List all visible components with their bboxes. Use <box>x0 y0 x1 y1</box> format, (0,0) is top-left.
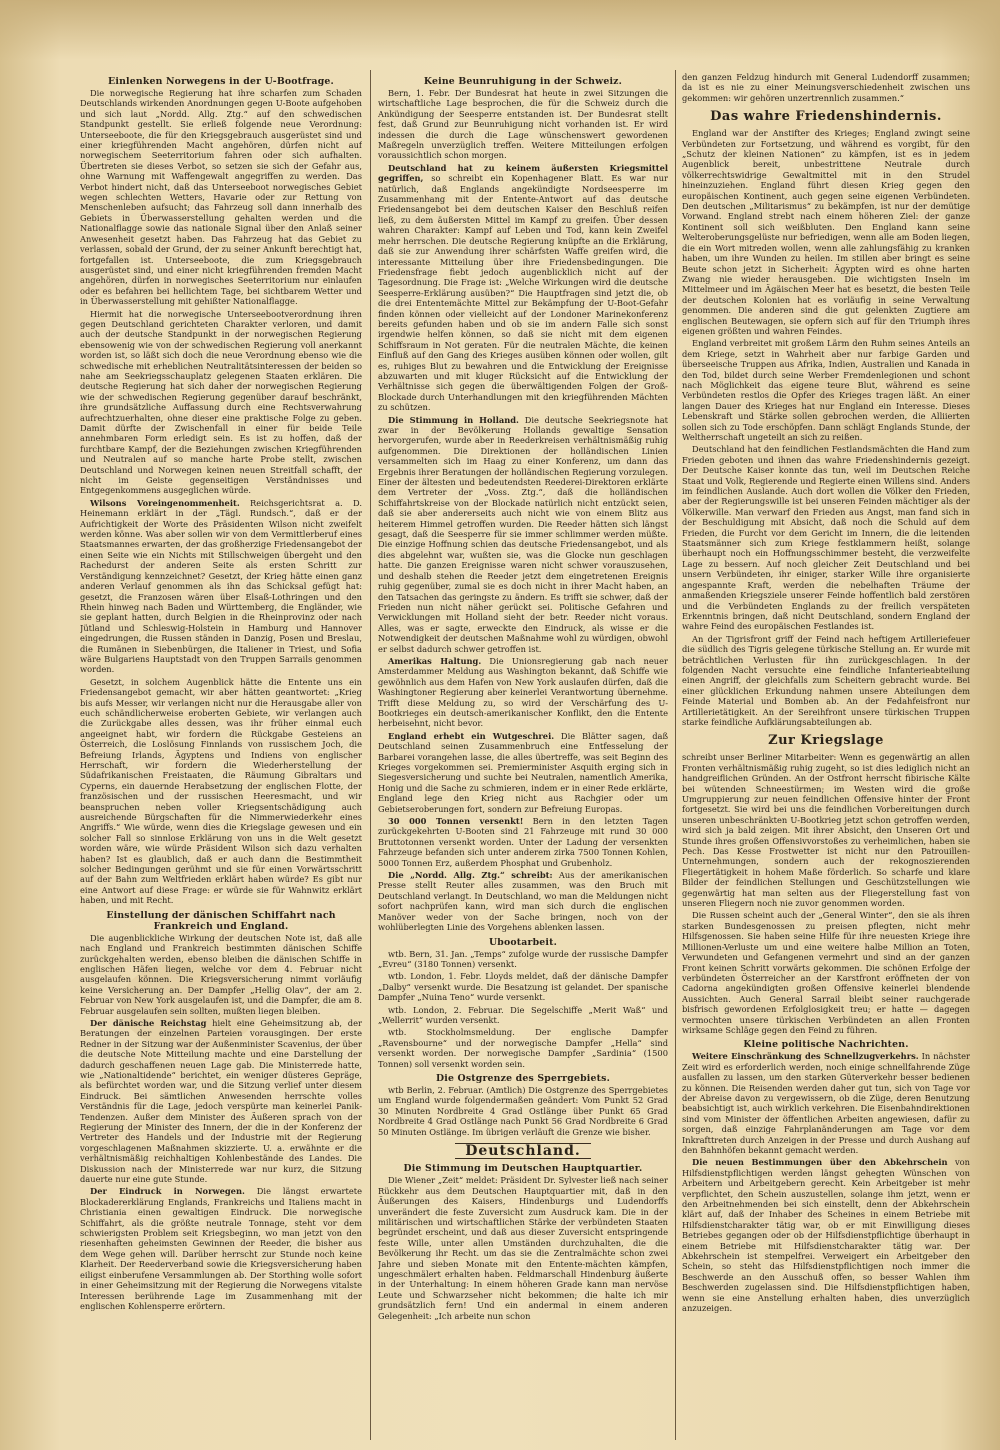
article-headline: Kleine politische Nachrichten. <box>743 1039 909 1051</box>
paragraph-text: Die augenblickliche Wirkung der deutschen Note ist, daß alle nach England und Frankreich bestimmten dänischen Schiffe zurückgehalten werden, ebenso bleiben die dänischen Schiffe in englischen Häfen liegen, welche vor dem 4. Februar nicht ausgelaufen können. Die Kriegsversicherung nimmt vorläufig keine Versicherung an. Der Dampfer „Hellig Olav“, der am 2. Februar von New York ausgelaufen ist, und die Dampfer, die am 8. Februar ausgelaufen sein sollten, mußten liegen bleiben. <box>80 932 362 1016</box>
page-edge-shadow <box>0 0 1000 60</box>
paragraph-lead: Deutschland hat zu keinem äußersten Kriegsmittel gegriffen, <box>378 162 668 184</box>
paragraph-lead: Amerikas Haltung. <box>388 655 482 666</box>
paragraph-text: An der Tigrisfront griff der Feind nach heftigem Artilleriefeuer die südlich des Tigris gelegene türkische Stellung an. Er wurde mit beträchtlichen Verlusten für ihn zurückgeschlagen. In der folgenden Nacht versuchte eine feindliche Infanterieabteilung einen Angriff, der gleichfalls zum Scheitern gebracht wurde. Bei einer glücklichen Erkundung nahmen unsere Abteilungen dem Feinde Material und Bomben ab. An der Fedahfeisfront nur Artillerietätigkeit. An der Sereihfront unsere türkischen Truppen starke feindliche Aufklärungsabteilungen ab. <box>682 633 970 727</box>
paragraph-text: so schreibt ein Kopenhagener Blatt. Es war nur natürlich, daß Englands angekündigte Nordseesperre im Zusammenhang mit der Entente-Antwort auf das deutsche Friedensangebot bei dem deutschen Kaiser den Beschluß reifen ließ, zu dem äußersten Mittel im Kampf zu greifen. Über dessen wahren Charakter: Kampf auf Leben und Tod, kann kein Zweifel mehr herrschen. Die deutsche Regierung knüpfte an die Erklärung, daß sie zur Anwendung ihrer schärfsten Waffe greifen wird, die interessante Mitteilung über ihre Friedensbedingungen. Die Friedensfrage fiebt jedoch augenblicklich nicht auf der Tagesordnung. Die Frage ist: „Welche Wirkungen wird die deutsche Seesperre-Erklärung ausüben?“ Die Hauptfragen sind jetzt die, ob die drei Ententemächte Mittel zur Bekämpfung der U-Boot-Gefahr finden können oder vielleicht auf der Londoner Marinekonferenz bereits gefunden haben und ob sie im andern Falle sich sonst irgendwie helfen können, so daß sie nicht mit dem eigenen Schiffsraum in Not geraten. Für die neutralen Mächte, die keinen Einfluß auf den Gang des Krieges ausüben können oder wollen, gilt es, ruhiges Blut zu bewahren und die Entwicklung der Ereignisse abzuwarten und mit kluger Rücksicht auf die Entwicklung der Verhältnisse sich gegen die überwältigenden Folgen der Groß-Blockade durch Unterhandlungen mit den kriegführenden Mächten zu schützen. <box>378 173 668 413</box>
paragraph-text: Die Unionsregierung gab nach neuer Amsterdammer Meldung aus Washington bekannt, daß Schiffe wie gewöhnlich aus dem Hafen von New York auslaufen dürfen, daß die Washingtoner Regierung aber keinerlei Verantwortung übernehme. Trifft diese Meldung zu, so wird der Verschärfung des U-Bootkrieges ein deutsch-amerikanischer Konflikt, den die Entente herbeisehnt, nicht bevor. <box>378 655 668 729</box>
article-headline: Keine Beunruhigung in der Schweiz. <box>423 76 623 87</box>
column-rule <box>370 70 371 1440</box>
paragraph-text: den ganzen Feldzug hindurch mit General Ludendorff zusammen; da ist es nie zu einer Meinungsverschiedenheit zwischen uns gekommen: wir gehören unzertrennlich zusammen.“ <box>682 72 970 103</box>
article-headline: Einlenken Norwegens in der U-Bootfrage. <box>108 76 334 87</box>
article-paragraph <box>378 971 668 1002</box>
article-paragraph <box>80 88 362 307</box>
article-headline: Einstellung der dänischen Schiffahrt nach Frankreich und England. <box>106 909 336 932</box>
paragraph-text: Die Russen scheint auch der „General Winter“, den sie als ihren starken Bundesgenossen zu preisen pflegten, nicht mehr Hilfsgenossen. Sie haben seine Hilfe für ihre neuesten Kriege ihre Millionen-Verluste um und eine weitere halbe Million an Toten, Verwundeten und Gefangenen vermehrt und sind an der ganzen Front keinen Schritt vorwärts gekommen. Die schönen Erfolge der verbündeten Österreicher an der Karstfront eröffneten der von Cadorna angekündigten großen Offensive keinerlei blendende Aussichten. Auch General Sarrail bleibt seiner rauchgerade bisfrisch gewordenen Erfolglosigkeit treu; er hatte — dagegen vermochten unsere türkischen Verbündeten an allen Fronten wirksame Schläge gegen den Feind zu führen. <box>682 910 970 1035</box>
paragraph-text: wtb Berlin, 2. Februar. (Amtlich) Die Ostgrenze des Sperrgebietes um England wurde folgendermaßen geändert: Vom Punkt 52 Grad 30 Minuten Nordbreite 4 Grad Ostlänge über Punkt 65 Grad Nordbreite 4 Grad Ostlänge nach Punkt 56 Grad Nordbreite 6 Grad 50 Minuten Ostlänge. Im übrigen verläuft die Grenze wie bisher. <box>378 1084 668 1137</box>
paragraph-text: In nächster Zeit wird es erforderlich werden, noch einige schnellfahrende Züge ausfallen zu lassen, um den starken Güterverkehr besser bedienen zu können. Die Reisenden werden daher gut tun, sich von Tage vor der Abreise davon zu vergewissern, ob die Züge, deren Benutzung beabsichtigt ist, auch wirklich verkehren. Die Eisenbahndirektionen sind vom Minister der öffentlichen Arbeiten angewiesen, dafür zu sorgen, daß einzige Fahrplanänderungen am Tage vor dem Inkrafttreten durch Anzeigen in der Presse und durch Aushang auf den Bahnhöfen bekannt gemacht werden. <box>682 1051 970 1155</box>
article-paragraph <box>682 1157 970 1313</box>
article-headline: Die Ostgrenze des Sperrgebiets. <box>435 1072 611 1084</box>
article-paragraph <box>682 72 970 103</box>
article-paragraph <box>80 309 362 496</box>
paragraph-text: Die norwegische Regierung hat ihre scharfen zum Schaden Deutschlands wirkenden Anordnungen gegen U-Boote aufgehoben und sich laut „Nordd. Allg. Ztg.“ auf den schwedischen Standpunkt gestellt. Sie erließ folgende neue Verordnung: Unterseeboote, die für den Kriegsgebrauch ausgerüstet sind und einer kriegführenden Macht angehören, dürfen nicht auf norwegischem Seeterritorium fahren oder sich aufhalten. Übertreten sie dieses Verbot, so setzen sie sich der Gefahr aus, ohne Warnung mit Waffengewalt angegriffen zu werden. Das Verbot hindert nicht, daß das Unterseeboot norwegisches Gebiet wegen schlechten Wetters, Havarie oder zur Rettung von Menschenleben aufsucht; das Fahrzeug soll dann innerhalb des Gebiets in Überwasserstellung gehalten werden und die Nationalflagge sowie das nationale Signal über den Anlaß seiner Anwesenheit gesetzt haben. Das Fahrzeug hat das Gebiet zu verlassen, sobald der Grund, der zu seiner Ankunft berechtigt hat, fortgefallen ist. Unterseeboote, die zum Kriegsgebrauch ausgerüstet sind, und einer nicht kriegführenden fremden Macht angehören, dürfen in norwegisches Seeterritorium nur einlaufen oder es befahren bei hellichtem Tage, bei sichtbarem Wetter und in Überwasserstellung mit gehißter Nationalflagge. <box>80 88 362 307</box>
column-rule <box>675 70 676 1440</box>
article-paragraph <box>378 656 668 729</box>
article-paragraph <box>378 949 668 970</box>
paragraph-lead: Die Stimmung in Holland. <box>388 414 519 425</box>
article-paragraph <box>682 338 970 442</box>
article-paragraph <box>378 163 668 413</box>
paragraph-text: England verbreitet mit großem Lärm den Ruhm seines Anteils an dem Kriege, setzt in Wahrheit aber nur farbige Garden und überseeische Truppen aus Afrika, Indien, Australien und Kanada in den Tod, bildet durch seine Werber Fremdenlegionen und schont nach Möglichkeit das eigene teure Blut, während es seine Verbündeten restlos die Opfer des Krieges tragen läßt. An einer langen Dauer des Krieges hat nur England ein Interesse. Dieses Lebenskraft und Stärke sollen gebrochen werden, die Alliierten sollen sich zu Tode erschöpfen. Dann schlägt Englands Stunde, der Weltherrschaft ungeteilt an sich zu reißen. <box>682 338 970 442</box>
paragraph-text: hielt eine Geheimsitzung ab, der Beratungen der einzelnen Parteien vorausgingen. Der erste Redner in der Sitzung war der Außenminister Scavenius, der über die deutsche Note Mitteilung machte und eine Darstellung der dadurch geschaffenen neuen Lage gab. Die Ministerrede hatte, wie „Nationaltidende“ berichtet, ein weniger düsteres Gepräge, als befürchtet worden war, und die Sitzung verlief unter diesem Eindruck. Bei sämtlichen Anwesenden herrschte volles Verständnis für die Lage, jedoch verspürte man keinerlei Panik-Tendenzen. Außer dem Minister des Äußeren sprach von der Regierung der Minister des Innern, der die in der Konferenz der Vertreter des Handels und der Industrie mit der Regierung vorgeschlagenen Maßnahmen skizzierte. U. a. erwähnte er die verhältnismäßig reichhaltigen Kohlenbestände des Landes. Die Diskussion nach der Ministerrede war nur kurz, die Sitzung dauerte nur eine gute Stunde. <box>80 1017 362 1185</box>
paragraph-text: wtb. London, 2. Februar. Die Segelschiffe „Merit Waß“ und „Wellerrit“ wurden versenkt. <box>378 1004 668 1025</box>
article-paragraph <box>378 88 668 161</box>
paragraph-text: schreibt unser Berliner Mitarbeiter: Wenn es gegenwärtig an allen Fronten verhältnismäßig ruhig zugeht, so ist dies lediglich nicht an handgreiflichen Gründen. An der Ostfront herrscht fibirische Kälte bei wütenden Schneestürmen; im Westen wird die große Umgruppierung zur neuen feindlichen Offensive hinter der Front fortgesetzt. Sie wird bei uns die feindlichen Vorbereitungen durch unseren unbeschränkten U-Bootkrieg jetzt schon getroffen werden, wird sich ja bald zeigen. Mit ihrer Absicht, den Unseren Ort und Stunde ihres großen Offensivvorstoßes zu verheimlichen, haben sie Pech. Das Kesse Frostwetter ist nicht nur den Patrouillen-Unternehmungen, sondern auch der rekognoszierenden Fliegertätigkeit in hohem Maße förderlich. So scharfe und klare Bilder der feindlichen Stellungen und Geschützstellungen wie gegenwärtig hat man selten aus der Fliegerstellung fast von unseren Fliegern noch nie zuvor genommen worden. <box>682 752 970 909</box>
paragraph-text: Reichsgerichtsrat a. D. Heinemann erklärt in der „Tägl. Rundsch.“, daß er der Aufrichtigkeit der Worte des Präsidenten Wilson nicht zweifelt werden könne. Was aber sollen wir von dem Vermittlerberuf eines Staatsmannes erwarten, der das großherzige Friedensangebot der einen Seite wie ein Nichts mit Stillschweigen übergeht und den Rachedurst der anderen Seite als ersten Schritt zur Verständigung kennzeichnet? Gesetzt, der Krieg hätte einen ganz anderen Verlauf genommen als ihn das Schicksal gefügt hat: gesetzt, die Franzosen wären über Elsaß-Lothringen und den Rhein hinweg nach Baden und Württemberg, die Engländer, wie sie geplant hatten, durch Belgien in die Rheinprovinz oder nach Jütland und Schleswig-Holstein in Hamburg und Hannover eingedrungen, die Russen ständen in Danzig, Posen und Breslau, die Rumänen in Siebenbürgen, die Italiener in Triest, und Sofia wäre Bulgariens Hauptstadt von den Truppen Sarrails genommen worden. <box>80 497 362 675</box>
article-paragraph <box>682 128 970 336</box>
column-2 <box>378 72 668 1432</box>
paragraph-text: Hiermit hat die norwegische Unterseebootverordnung ihren gegen Deutschland gerichteten Charakter verloren, und damit auch der deutsche Standpunkt in der norwegischen Regierung ebensowenig wie von der schwedischen Regierung voll anerkannt worden ist, so läßt sich doch die neue Verordnung ebenso wie die schwedische mit erheblichen Neutralitätsinteressen der beiden so nahe am Seekriegsschauplatz gelegenen Staaten erklären. Die deutsche Regierung hat sich daher der norwegischen Regierung wie der schwedischen Regierung gegenüber darauf beschränkt, ihre grundsätzliche Auffassung durch eine Rechtsverwahrung aufrechtzuerhalten, ohne dieser eine praktische Folge zu geben. Damit dürfte der Zwischenfall in einer für beide Teile annehmbaren Form erledigt sein. Es ist zu hoffen, daß der furchtbare Kampf, der die Beziehungen zwischen Kriegführenden und Neutralen auf so manche harte Probe stellt, zwischen Deutschland und Norwegen keinen neuen Streitfall schafft, der nicht im Geiste gegenseitigen Verständnisses und Entgegenkommens ausgeglichen würde. <box>80 308 362 496</box>
paragraph-text: Die deutsche Seekriegsnote hat zwar in der Bevölkerung Hollands gewaltige Sensation hervorgerufen, wurde aber in Reederkreisen verhältnismäßig ruhig aufgenommen. Die Direktionen der holländischen Linien versammelten sich im Haag zu einer Konferenz, um dann das Ergebnis ihrer Beratungen der holländischen Regierung vorzulegen. Einer der ältesten und bedeutendsten Reederei-Direktoren erklärte dem Vertreter der „Voss. Ztg.“, daß die holländischen Schiffahrtskreise von der Blockade natürlich nicht entzückt seien, daß sie aber andererseits auch nicht wie von einem Blitz aus heiterem Himmel getroffen wurden. Die Reeder hätten sich längst gesagt, daß die Seesperre für sie immer schlimmer werden müßte. Die einzige Hoffnung schien das deutsche Friedensangebot, und als dies abgelehnt war, wußten sie, was die Glocke nun geschlagen hatte. Die ganzen Ereignisse waren nicht schwer vorauszusehen, und deshalb stehen die Reeder jetzt dem eingetretenen Ereignis ruhig gegenüber, zumal sie es doch nicht in ihrer Macht haben, an den Tatsachen das geringste zu ändern. Es trifft sie schwer, daß der Frieden nun nicht näher gerückt sei. Politische Gefahren und Verwicklungen mit Holland sieht der betr. Reeder nicht voraus. Alles, was er sagte, erweckte den Eindruck, als wisse er die Notwendigkeit der deutschen Maßnahme wohl zu würdigen, obwohl er selbst dadurch schwer getroffen ist. <box>378 414 668 654</box>
article-paragraph <box>80 498 362 675</box>
paragraph-text: Bern, 1. Febr. Der Bundesrat hat heute in zwei Sitzungen die wirtschaftliche Lage besprochen, die für die Schweiz durch die Ankündigung der Seesperre entstanden ist. Der Bundesrat stellt fest, daß Grund zur Beunruhigung nicht vorhanden ist. Er wird indessen die durch die Lage wünschenswert gewordenen Maßregeln unverzüglich treffen. Weitere Mitteilungen erfolgen voraussichtlich schon morgen. <box>378 88 668 161</box>
article-paragraph <box>682 634 970 728</box>
column-3 <box>682 72 970 1432</box>
paragraph-text: Deutschland hat den feindlichen Festlandsmächten die Hand zum Frieden geboten und ihnen das wahre Friedenshindernis gezeigt. Der Deutsche Kaiser konnte das tun, weil im Deutschen Reiche Staat und Volk, Regierende und Regierte einen Willens sind. Anders im feindlichen Auslande. Auch dort wollen die Völker den Frieden, aber der Regierungswille ist bei unseren Feinden mächtiger als der Völkerwille. Man verwarf den Frieden aus Angst, man fand sich in der Beschuldigung mit Absicht, daß noch die Schuld auf dem Frieden, die Furcht vor dem Gericht im Innern, die die leitenden Staatsmänner sich zum Kriege festklammern heißt, solange überhaupt noch ein Hoffnungsschimmer besteht, die verzweifelte Lage zu bessern. Auf noch gleicher Zeit Deutschland und bei unsern Verbündeten, ihr einiger, starker Wille ihre organisierte angespannte Kraft, werden die nebelhaften Träume der anmaßenden Kriegsziele unserer Feinde hoffentlich bald zerstören und die Verbündeten Englands zu der freilich verspäteten Erkenntnis bringen, daß nicht Deutschland, sondern England der wahre Feind des europäischen Festlandes ist. <box>682 444 970 632</box>
article-paragraph <box>378 1005 668 1026</box>
article-headline: Die Stimmung im Deutschen Hauptquartier. <box>403 1163 643 1175</box>
article-paragraph <box>682 910 970 1035</box>
article-paragraph <box>80 1018 362 1185</box>
article-paragraph <box>378 816 668 868</box>
paragraph-text: wtb. Bern, 31. Jan. „Temps“ zufolge wurde der russische Dampfer „Evreu“ (3180 Tonnen) versenkt. <box>378 948 668 969</box>
paragraph-lead: 30 000 Tonnen versenkt! <box>388 816 524 827</box>
paragraph-text: England war der Anstifter des Krieges; England zwingt seine Verbündeten zur Fortsetzung, und während es vorgibt, für den „Schutz der kleinen Nationen“ zu kämpfen, ist es in jedem Augenblick bereit, unbestrittene Neutrale durch völkerrechtswidrige Gewaltmittel mit in den Strudel hineinzuziehen. England führt diesen Krieg gegen den europäischen Kontinent, auch gegen seine eigenen Verbündeten. Den deutschen „Militarismus“ zu bekämpfen, ist nur der demütige Vorwand. England strebt nach einem höheren Ziel: der ganze Kontinent soll sich weißbluten. Den England kann seine Welteroberungsgelüste nur befriedigen, wenn alle am Boden liegen, die ein Wort mitreden wollen, wenn alle zahlungsfähig zu kranken haben, um ihre Wunden zu heilen. Im stillen aber bringt es seine Beute schon jetzt in Sicherheit: Ägypten wird es ohne harten Zwang nie wieder herausgeben. Die wichtigsten Inseln im Mittelmeer und im Ägäischen Meer hat es besetzt, die besten Teile der deutschen Kolonien hat es vorläufig in seine Verwaltung genommen. Die anderen sind die gut gelenkten Zugtiere am englischen Beutewagen, sie opfern sich auf für den Triumph ihres eigenen größten und wahren Feindes. <box>682 128 970 336</box>
paragraph-lead: Weitere Einschränkung des Schnellzugverkehrs. <box>692 1051 919 1062</box>
paragraph-text: Die Wiener „Zeit“ meldet: Präsident Dr. Sylvester ließ nach seiner Rückkehr aus dem Deutschen Hauptquartier mit, daß in den Äußerungen des Kaisers, Hindenburgs und Ludendorffs unverändert die feste Zuversicht zum Ausdruck kam. Die in der militärischen und wirtschaftlichen Stärke der verbündeten Staaten begründet erscheint, und daß aus dieser Zuversicht entspringende feste Wille, unter allen Umständen durchzuhalten, die die Bevölkerung ihr Recht. um das sie die Zentralmächte schon zwei Jahre und sieben Monate mit den Entente-mächten kämpfen, ungeschmälert erhalten haben. Feldmarschall Hindenburg äußerte in der Unterhaltung: In einem höheren Grade kann man nervöse Leute und Schwarzseher nicht bekommen; die halte ich mir grundsätzlich fern! Und ein andermal in einem anderen Gelegenheit: „Ich arbeite nun schon <box>378 1175 668 1321</box>
paragraph-lead: Die „Nordd. Allg. Ztg.“ schreibt: <box>388 870 553 881</box>
paragraph-lead: England erhebt ein Wutgeschrei. <box>388 730 555 741</box>
paragraph-text: Die längst erwartete Blockadererklärung Englands, Frankreichs und Italiens macht in Christiania einen gewaltigen Eindruck. Die norwegische Schiffahrt, als die größte neutrale Tonnage, steht vor dem schwierigsten Problem seit Kriegsbeginn, wo man jetzt von den riesenhaften geheimsten Gewinnen der Reeder, die bisher aus dem Wege gehen will. Darüber herrscht zur Stunde noch keine Klarheit. Der Reederverband sowie die Kriegsversicherung haben eiligst einberufene Versammlungen ab. Der Storthing wolle sofort in einer Geheimsitzung mit der Regierung die Norwegens vitalste Interessen berührende Lage im Zusammenhang mit der englischen Kohlensperre erörtern. <box>80 1186 362 1311</box>
section-banner <box>378 1143 668 1159</box>
section-title: Zur Kriegslage <box>768 733 884 749</box>
article-paragraph <box>378 1175 668 1321</box>
paragraph-text: Bern in den letzten Tagen zurückgekehrten U-Booten sind 21 Fahrzeuge mit rund 30 000 Bruttotonnen versenkt worden. Unter der Ladung der versenkten Fahrzeuge befanden sich unter anderem zirka 7500 Tonnen Kohlen, 5000 Tonnen Erz, außerdem Phosphat und Grubenholz. <box>378 816 668 868</box>
section-title: Das wahre Friedenshindernis. <box>710 109 942 125</box>
article-paragraph <box>80 1186 362 1311</box>
paragraph-text: von Hilfsdienstpflichtigen werden längst gehegten Wünschen von Arbeitern und Arbeitgebern gerecht. Kein Arbeitgeber ist mehr verpflichtet, den Schein auszustellen, solange ihm jetzt, wenn er den Arbeitnehmenden bei sich einstellt, denn der Abkehrschein klärt auf, daß der Inhaber des Scheines in einem Betriebe mit Hilfsdienstcharakter tätig war, ob er mit Einwilligung dieses Betriebes gegangen oder ob der Hilfsdienstpflichtige überhaupt in einem Betriebe mit Hilfsdienstcharakter tätig war. Der Abkehrschein ist stempelfrei. Verweigert ein Arbeitgeber den Schein, so steht das Hilfsdienstpflichtigen noch immer die Beschwerde an den Ausschuß offen, so besser Wahlen ihm Beschwerden zugelassen sind. Die Hilfsdienstpflichtigen haben, wenn sie eine Anstellung erhalten haben, dies unverzüglich anzuzeigen. <box>682 1157 970 1314</box>
article-paragraph <box>378 1085 668 1137</box>
article-paragraph <box>682 752 970 908</box>
paragraph-text: wtb. Stockholmsmeldung. Der englische Dampfer „Ravensbourne“ und der norwegische Dampfer „Hella“ sind versenkt worden. Der norwegische Dampfer „Sardinia“ (1500 Tonnen) soll versenkt worden sein. <box>378 1027 668 1069</box>
paragraph-text: Gesetzt, in solchem Augenblick hätte die Entente uns ein Friedensangebot gemacht, wir aber hätten geantwortet: „Krieg bis aufs Messer, wir verlangen nicht nur die Herausgabe aller von euch schändlicherweise eroberten Gebiete, wir verlangen auch die Zurückgabe alles dessen, was ihr früher einmal euch angeeignet habt, wir fordern die Rückgabe Gesteiens an Österreich, die Loslösung Finnlands von russischem Joch, die Befreiung Irlands, Ägyptens und Indiens von englischer Herrschaft, wir fordern die Wiederherstellung der Südafrikanischen Freistaaten, die Räumung Gibraltars und Cyperns, ein dauernde Herabsetzung der englischen Flotte, der französischen und der russischen Heeresmacht, und wir beanspruchen neben voller Kriegsentschädigung auch ausreichende Bürgschaften für die Nimmerwiederkehr eines Angriffs.“ Wie würde, wenn dies die Kriegslage gewesen und ein solcher Fall so sinnlose Erklärung von uns in die Welt gesetzt worden wäre, wie würde Präsident Wilson sich dazu verhalten haben? Ist es glaublich, daß er auch dann die Bestimmtheit solcher Bedingungen gerühmt und sie für einen Vorwärtsschritt auf der Bahn zum Weltfrieden erklärt haben würde? Es gibt nur eine Antwort auf diese Frage: er würde sie für Wahnwitz erklärt haben, und mit Recht. <box>80 676 362 906</box>
paragraph-lead: Die neuen Bestimmungen über den Abkehrschein <box>692 1157 948 1168</box>
paragraph-lead: Der Eindruck in Norwegen. <box>90 1186 245 1197</box>
paragraph-lead: Wilsons Voreingenommenheit. <box>90 497 240 508</box>
article-paragraph <box>682 1051 970 1155</box>
paragraph-text: Die Blätter sagen, daß Deutschland seinen Zusammenbruch eine Entfesselung der Barbarei vorangehen lasse, die alles übertreffe, was seit Beginn des Krieges vorgekommen sei. Premierminister Asquith erging sich in Siegesversicherung und suchte bei Neutralen, namentlich Amerika, Honig und die Sache zu schmieren, indem er in einer Rede erklärte, England lege den Krieg nicht aus Rachgier oder um Gebietseroberungen fort, sondern zur Befreiung Europas. <box>378 730 668 814</box>
article-paragraph <box>378 415 668 654</box>
article-paragraph <box>80 677 362 906</box>
article-paragraph <box>378 1027 668 1069</box>
paragraph-lead: Der dänische Reichstag <box>90 1017 207 1028</box>
paragraph-text: wtb. London, 1. Febr. Lloyds meldet, daß der dänische Dampfer „Dalby“ versenkt wurde. Die Besatzung ist gelandet. Der spanische Dampfer „Nuina Teno“ wurde versenkt. <box>378 971 668 1003</box>
column-1 <box>80 72 362 1432</box>
article-paragraph <box>378 870 668 932</box>
article-headline: Ubootarbeit. <box>488 936 558 948</box>
article-paragraph <box>682 444 970 631</box>
article-paragraph <box>80 933 362 1016</box>
paragraph-text: Aus der amerikanischen Presse stellt Reuter alles zusammen, was den Bruch mit Deutschland verlangt. In Deutschland, wo man die Meldungen nicht sofort nachprüfen kann, wird man sich durch die englischen Manöver weder von der Sache bringen, noch von der wohlüberlegten Linie des Vorgehens ablenken lassen. <box>378 870 668 933</box>
article-paragraph <box>378 731 668 814</box>
section-banner-label: Deutschland. <box>455 1143 591 1159</box>
